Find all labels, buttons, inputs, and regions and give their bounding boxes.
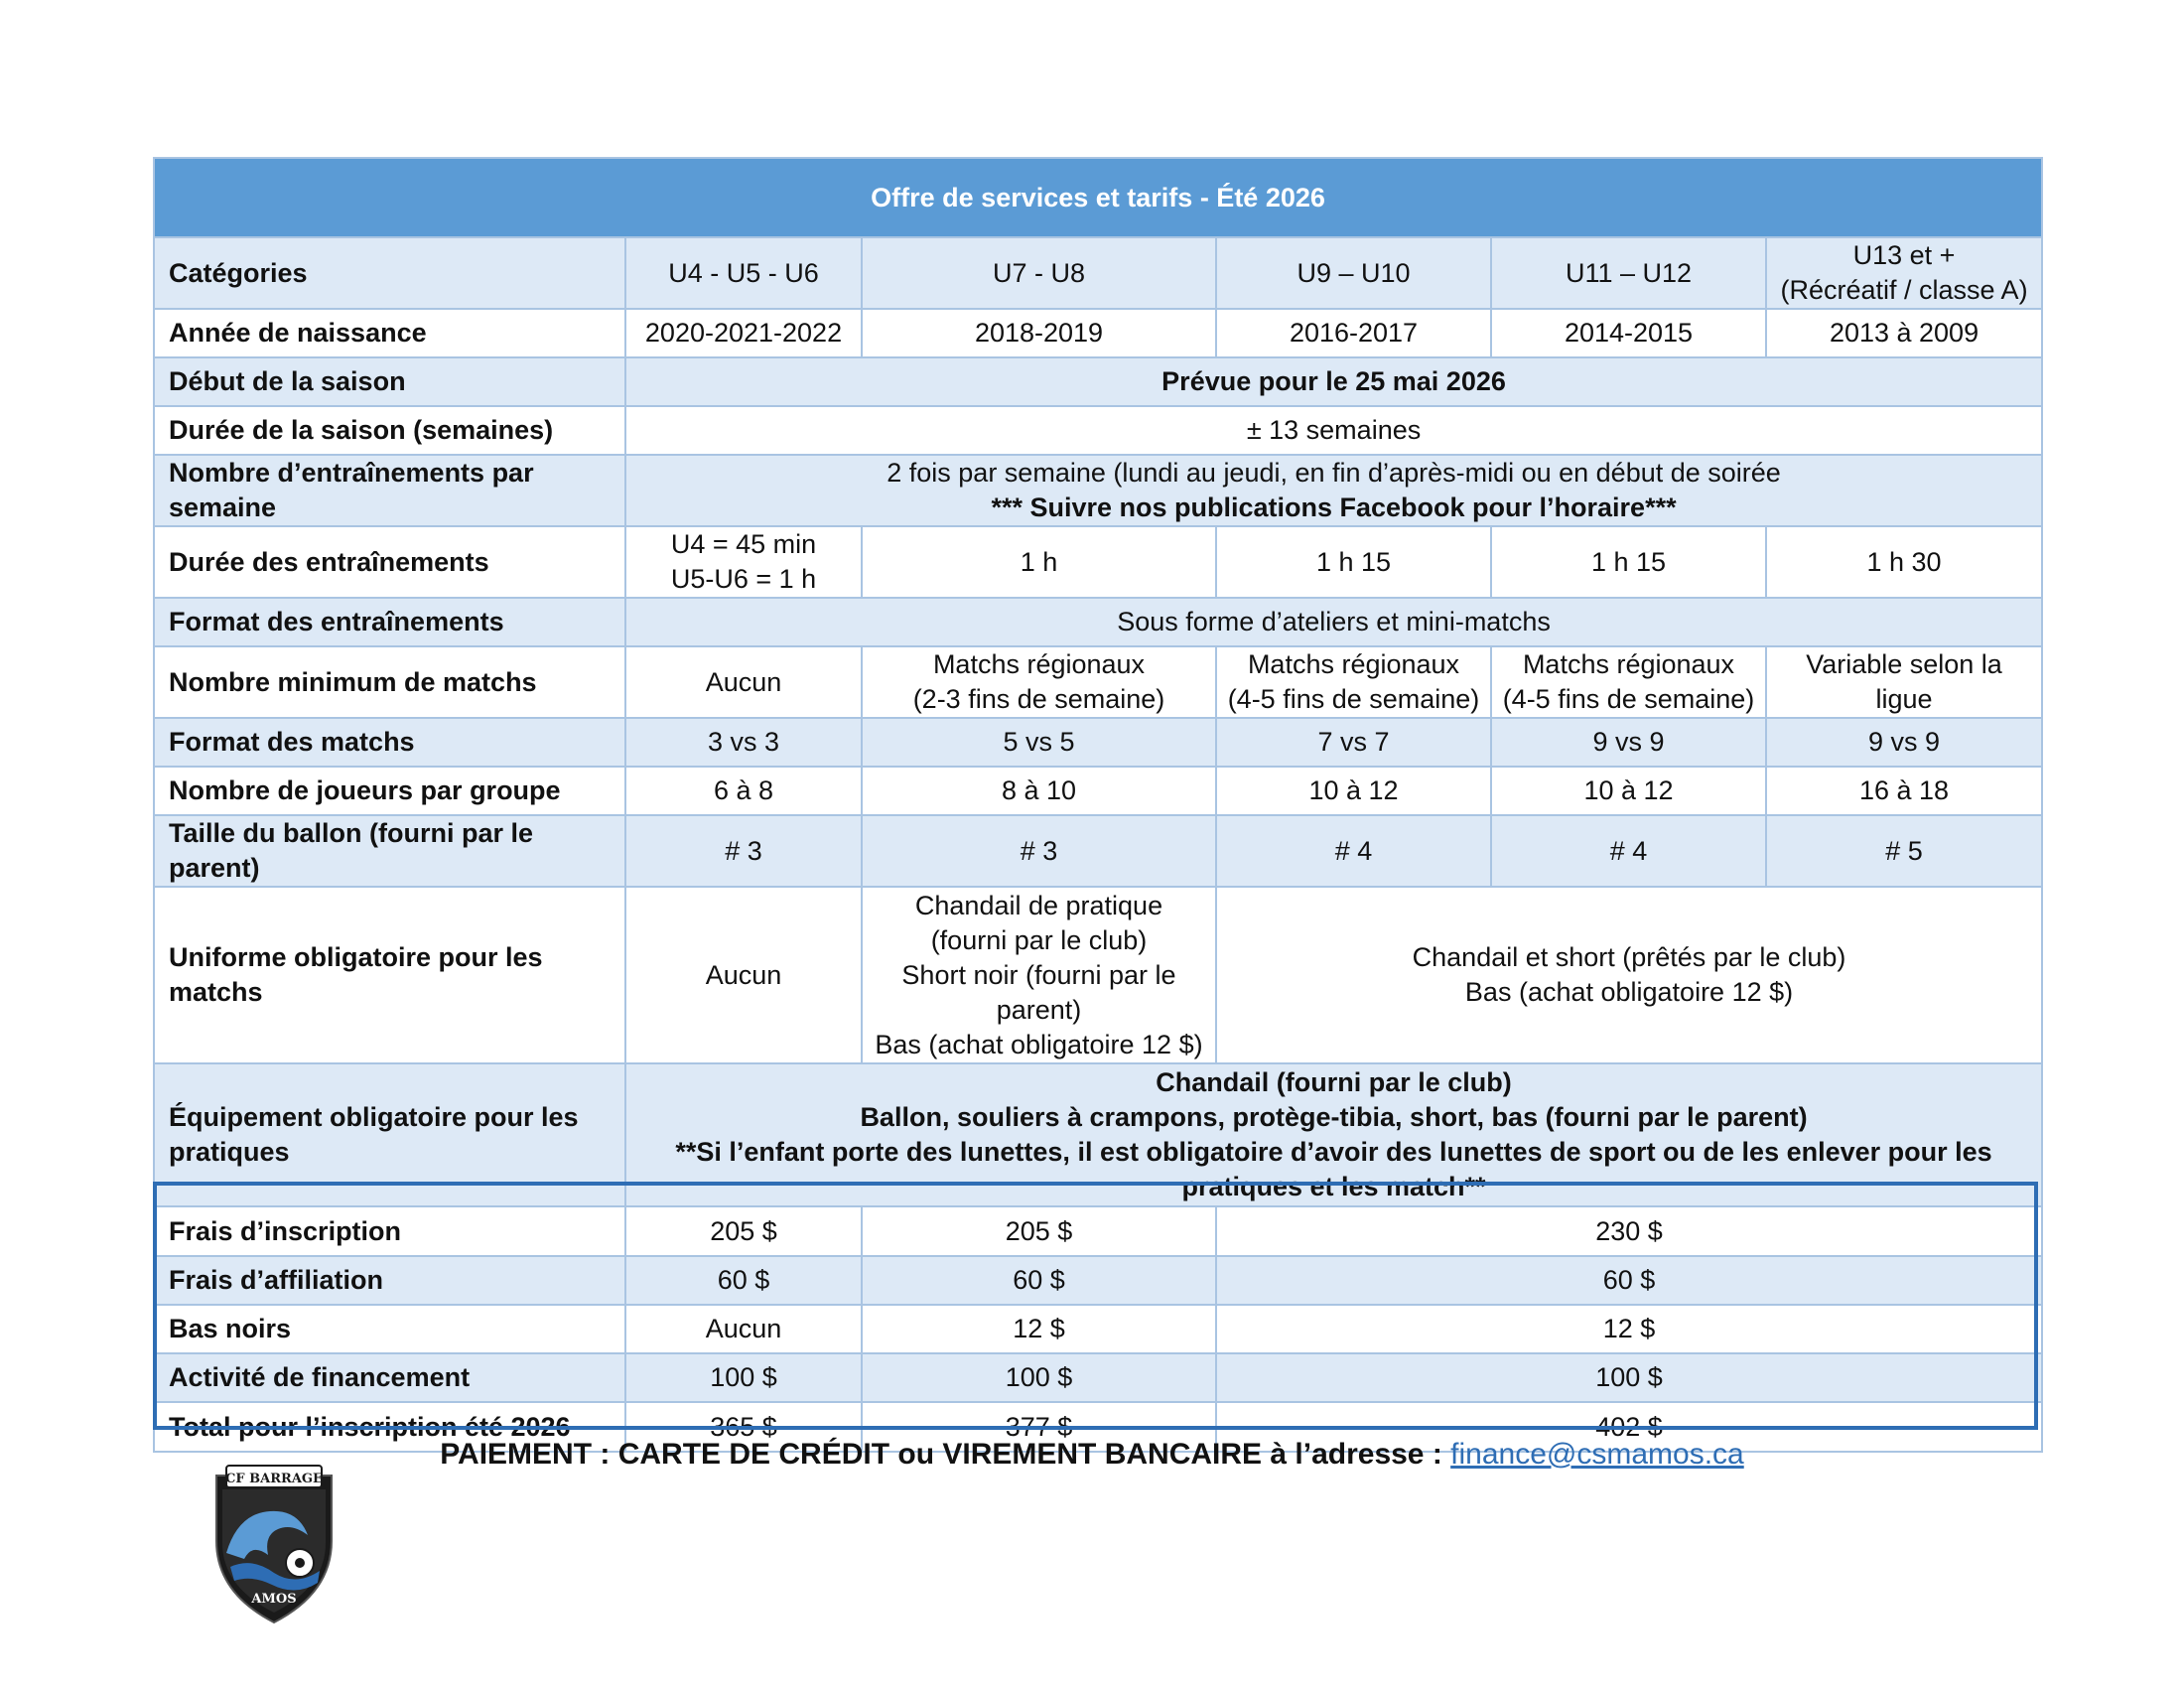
- cell: 60 $: [1216, 1256, 2042, 1305]
- cell-line: Chandail (fourni par le club): [1156, 1067, 1512, 1097]
- cell: 5 vs 5: [862, 718, 1216, 767]
- payment-email-link[interactable]: finance@csmamos.ca: [1450, 1438, 1744, 1471]
- cell: [625, 1063, 2042, 1206]
- cell: [1216, 887, 2042, 1063]
- row-label: Début de la saison: [154, 357, 625, 406]
- cell: 6 à 8: [625, 767, 862, 815]
- row-uniforme: [154, 887, 2042, 1063]
- cell-line: Short noir (fourni par le: [901, 959, 1176, 990]
- cell: 100 $: [1216, 1353, 2042, 1402]
- cell-line: (4-5 fins de semaine): [1502, 684, 1755, 714]
- cell-line: U5-U6 = 1 h: [670, 564, 817, 594]
- row-equipement: [154, 1063, 2042, 1206]
- col-u13: [1766, 237, 2042, 309]
- cell: 365 $: [625, 1402, 862, 1452]
- cell: [862, 646, 1216, 718]
- cell: Variable selon la ligue: [1766, 646, 2042, 718]
- cell: 402 $: [1216, 1402, 2042, 1452]
- col-u7-u8: U7 - U8: [862, 237, 1216, 309]
- row-frais-affiliation: [154, 1256, 2042, 1305]
- row-label: Nombre d’entraînements par semaine: [154, 455, 625, 526]
- cell-line: Chandail de pratique: [914, 890, 1163, 920]
- cell-line: Chandail et short (prêtés par le club): [1412, 942, 1846, 972]
- row-label: Activité de financement: [154, 1353, 625, 1402]
- cell: 1 h 15: [1491, 526, 1766, 598]
- cell: Aucun: [625, 887, 862, 1063]
- cell: 2018-2019: [862, 309, 1216, 357]
- row-label: Équipement obligatoire pour les pratiques: [154, 1063, 625, 1206]
- row-label: Frais d’inscription: [154, 1206, 625, 1256]
- row-label: Frais d’affiliation: [154, 1256, 625, 1305]
- cell: 8 à 10: [862, 767, 1216, 815]
- row-label: Nombre de joueurs par groupe: [154, 767, 625, 815]
- row-label: Taille du ballon (fourni par le parent): [154, 815, 625, 887]
- cell: Aucun: [625, 646, 862, 718]
- cell-line: (4-5 fins de semaine): [1227, 684, 1480, 714]
- row-label: Durée de la saison (semaines): [154, 406, 625, 455]
- cell-line: (2-3 fins de semaine): [912, 684, 1165, 714]
- row-label: Bas noirs: [154, 1305, 625, 1353]
- cell: 2016-2017: [1216, 309, 1491, 357]
- cell: 377 $: [862, 1402, 1216, 1452]
- row-nb-entrainements: [154, 455, 2042, 526]
- col-u9-u10: U9 – U10: [1216, 237, 1491, 309]
- cell-line: (fourni par le club): [930, 924, 1148, 955]
- cell: 10 à 12: [1491, 767, 1766, 815]
- cell: [625, 455, 2042, 526]
- row-label: Uniforme obligatoire pour les matchs: [154, 887, 625, 1063]
- cell-line: 2 fois par semaine (lundi au jeudi, en fin d’après-midi ou en début de soirée: [887, 458, 1781, 488]
- row-bas-noirs: [154, 1305, 2042, 1353]
- rates-sheet: [153, 157, 2041, 1453]
- row-financement: [154, 1353, 2042, 1402]
- cell: 9 vs 9: [1491, 718, 1766, 767]
- cell: Aucun: [625, 1305, 862, 1353]
- cell: 60 $: [862, 1256, 1216, 1305]
- row-label: Total pour l’inscription été 2026: [154, 1402, 625, 1452]
- cell: ± 13 semaines: [625, 406, 2042, 455]
- row-label: Année de naissance: [154, 309, 625, 357]
- cell-line: Matchs régionaux: [1522, 649, 1735, 679]
- cell: 2013 à 2009: [1766, 309, 2042, 357]
- cell: 205 $: [862, 1206, 1216, 1256]
- cell: 1 h 30: [1766, 526, 2042, 598]
- cell: 1 h: [862, 526, 1216, 598]
- table-title: Offre de services et tarifs - Été 2026: [154, 158, 2042, 237]
- cell: 1 h 15: [1216, 526, 1491, 598]
- cell-line: Ballon, souliers à crampons, protège-tibia, short, bas (fourni par le parent): [860, 1102, 1808, 1132]
- row-label: Format des matchs: [154, 718, 625, 767]
- cell: Sous forme d’ateliers et mini-matchs: [625, 598, 2042, 646]
- cell-line: parent): [996, 994, 1082, 1025]
- cell: 9 vs 9: [1766, 718, 2042, 767]
- row-ballon: [154, 815, 2042, 887]
- cell-line: Matchs régionaux: [1247, 649, 1460, 679]
- cell: 2020-2021-2022: [625, 309, 862, 357]
- cell: [862, 887, 1216, 1063]
- cell: 12 $: [862, 1305, 1216, 1353]
- row-label: Durée des entraînements: [154, 526, 625, 598]
- row-min-matchs: [154, 646, 2042, 718]
- cell: Prévue pour le 25 mai 2026: [625, 357, 2042, 406]
- col-u4-u6: U4 - U5 - U6: [625, 237, 862, 309]
- cell: # 3: [625, 815, 862, 887]
- cell-line: Bas (achat obligatoire 12 $): [875, 1029, 1203, 1059]
- cell: 2014-2015: [1491, 309, 1766, 357]
- row-format-matchs: [154, 718, 2042, 767]
- cell-line: **Si l’enfant porte des lunettes, il est obligatoire d’avoir des lunettes de sport ou de les enlever pour les pratiques et les match**: [675, 1137, 1992, 1201]
- row-duree-saison: [154, 406, 2042, 455]
- row-joueurs: [154, 767, 2042, 815]
- cell: 100 $: [625, 1353, 862, 1402]
- cell: # 3: [862, 815, 1216, 887]
- row-label: Format des entraînements: [154, 598, 625, 646]
- payment-text: PAIEMENT : CARTE DE CRÉDIT ou VIREMENT BANCAIRE à l’adresse :: [440, 1438, 1451, 1471]
- logo-top-text: CF BARRAGE: [225, 1472, 323, 1486]
- rates-table: [153, 157, 2043, 1453]
- cell: 3 vs 3: [625, 718, 862, 767]
- cell: 7 vs 7: [1216, 718, 1491, 767]
- row-categories: [154, 237, 2042, 309]
- cell: # 5: [1766, 815, 2042, 887]
- cell: 100 $: [862, 1353, 1216, 1402]
- club-logo: [208, 1464, 340, 1626]
- cell: [625, 526, 862, 598]
- cell-line: Matchs régionaux: [932, 649, 1146, 679]
- cell: [1491, 646, 1766, 718]
- col-u11-u12: U11 – U12: [1491, 237, 1766, 309]
- col-u13-line1: U13 et +: [1852, 240, 1956, 270]
- row-frais-inscription: [154, 1206, 2042, 1256]
- cell: 205 $: [625, 1206, 862, 1256]
- row-duree-entrainements: [154, 526, 2042, 598]
- cell-line: Bas (achat obligatoire 12 $): [1464, 977, 1794, 1007]
- cell-line: U4 = 45 min: [670, 529, 817, 559]
- cell: 16 à 18: [1766, 767, 2042, 815]
- row-debut: [154, 357, 2042, 406]
- cell: 60 $: [625, 1256, 862, 1305]
- logo-bottom-text: AMOS: [251, 1592, 297, 1607]
- cell: 12 $: [1216, 1305, 2042, 1353]
- cell: # 4: [1216, 815, 1491, 887]
- row-label: Catégories: [154, 237, 625, 309]
- row-naissance: [154, 309, 2042, 357]
- cell: 230 $: [1216, 1206, 2042, 1256]
- cell: 10 à 12: [1216, 767, 1491, 815]
- cell: [1216, 646, 1491, 718]
- row-format-entrainements: [154, 598, 2042, 646]
- col-u13-line2: (Récréatif / classe A): [1780, 275, 2028, 305]
- cell-line: *** Suivre nos publications Facebook pour l’horaire***: [991, 492, 1677, 522]
- row-label: Nombre minimum de matchs: [154, 646, 625, 718]
- cell: # 4: [1491, 815, 1766, 887]
